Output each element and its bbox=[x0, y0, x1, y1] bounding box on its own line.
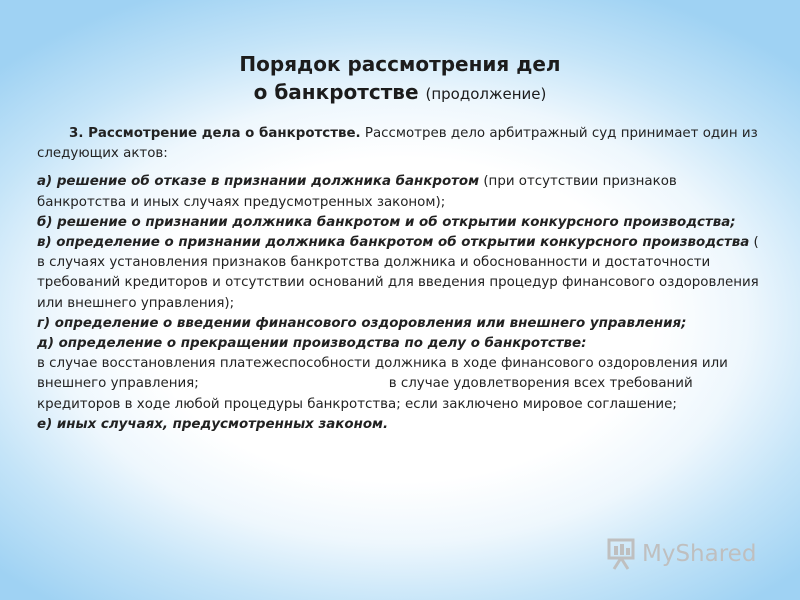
title-line-2-main: о банкротстве bbox=[253, 80, 419, 104]
item-g-heading: г) определение о введении финансового оздоровления или внешнего управления; bbox=[37, 315, 687, 331]
title-continuation: (продолжение) bbox=[425, 85, 547, 103]
logo-text: MyShared bbox=[642, 541, 757, 567]
slide-title bbox=[0, 50, 800, 108]
list-item-a bbox=[37, 172, 767, 212]
list-item-e bbox=[37, 415, 767, 435]
list-item-d bbox=[37, 334, 767, 415]
item-a-heading: а) решение об отказе в признании должника банкротом bbox=[37, 174, 480, 190]
item-a-text: (при отсутствии признаков банкротства и иных случаях предусмотренных законом); bbox=[37, 174, 677, 210]
item-v-heading: в) определение о признании должника банкротом об открытии конкурсного производства bbox=[37, 235, 750, 251]
item-d-text-2: в случае удовлетворения всех требований кредиторов в ходе любой процедуры банкротства; если заключено мировое соглашение; bbox=[37, 376, 693, 412]
intro-rest: Рассмотрев дело арбитражный суд принимает один из следующих актов: bbox=[37, 126, 758, 162]
acts-list bbox=[37, 172, 767, 435]
list-item-g bbox=[37, 314, 767, 334]
item-b-heading: б) решение о признании должника банкротом и об открытии конкурсного производства; bbox=[37, 214, 736, 230]
intro-lead: 3. Рассмотрение дела о банкротстве. bbox=[69, 126, 361, 141]
item-e-heading: е) иных случаях, предусмотренных законом. bbox=[37, 416, 389, 432]
title-line-2 bbox=[0, 78, 800, 108]
list-item-b bbox=[37, 213, 767, 233]
slide-body bbox=[37, 124, 767, 435]
intro-paragraph bbox=[37, 124, 767, 164]
presentation-board-icon bbox=[606, 538, 636, 570]
item-d-heading: д) определение о прекращении производства по делу о банкротстве: bbox=[37, 336, 587, 352]
list-item-v bbox=[37, 233, 767, 314]
item-v-text: ( в случаях установления признаков банкротства должника и обоснованности и достаточности требований кредиторов и отсутствии оснований для введения процедур финансового оздоровления или внешнего управления); bbox=[37, 235, 759, 311]
watermark-logo bbox=[606, 537, 756, 571]
title-line-1: Порядок рассмотрения дел bbox=[239, 52, 561, 76]
item-d-text-1: в случае восстановления платежеспособности должника в ходе финансового оздоровления или внешнего управления; bbox=[37, 356, 728, 392]
